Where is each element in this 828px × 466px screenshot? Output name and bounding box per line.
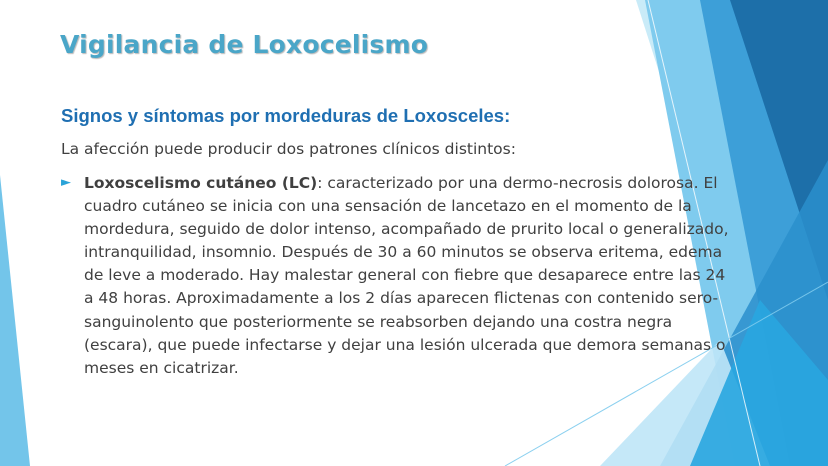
intro-text: La afección puede producir dos patrones clínicos distintos: — [61, 140, 516, 158]
deco-shape-left — [0, 175, 30, 466]
bullet-description: caracterizado por una dermo-necrosis dolorosa. El cuadro cutáneo se inicia con una sensación de lancetazo en el momento de la mordedura, seguido de dolor intenso, acompañado de prurito local o generalizado, intranquilidad, insomnio. Después de 30 a 60 minutos se observa eritema, edema de leve a moderado. Hay malestar general con fiebre que desaparece entre las 24 a 48 horas. Aproximadamente a los 2 días aparecen flictenas con contenido sero-sanguinolento que posteriormente se reabsorben dejando una costra negra (escara), que puede infectarse y dejar una lesión ulcerada que demora semanas o meses en cicatrizar. — [84, 174, 729, 377]
bullet-separator: : — [317, 174, 323, 192]
bullet-list — [61, 172, 731, 380]
bullet-term: Loxoscelismo cutáneo (LC) — [84, 174, 318, 192]
bullet-arrow-icon: ► — [61, 175, 71, 190]
slide-title: Vigilancia de Loxocelismo — [60, 30, 429, 59]
slide-subtitle: Signos y síntomas por mordeduras de Loxosceles: — [61, 105, 511, 126]
list-item — [61, 172, 731, 380]
bullet-paragraph — [84, 172, 731, 380]
